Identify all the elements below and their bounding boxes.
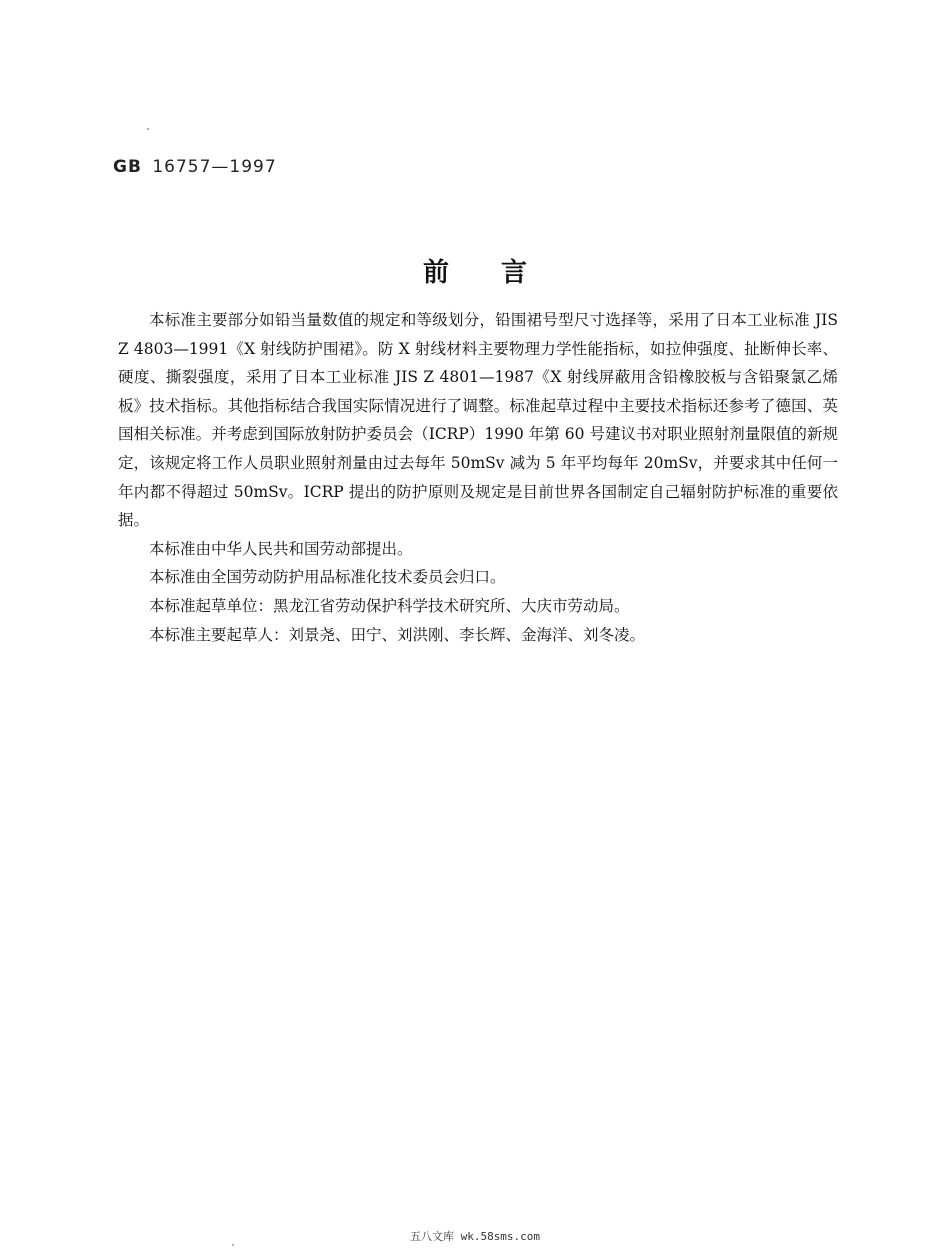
paragraph-proposer: 本标准由中华人民共和国劳动部提出。: [149, 539, 413, 558]
section-title: 前言: [422, 258, 579, 288]
standard-prefix: GB: [113, 157, 142, 177]
standard-number: [113, 157, 277, 177]
paragraph-drafting-units: 本标准起草单位：黑龙江省劳动保护科学技术研究所、大庆市劳动局。: [149, 596, 630, 615]
paragraph-drafters: 本标准主要起草人：刘景尧、田宁、刘洪刚、李长辉、金海洋、刘冬凌。: [149, 625, 646, 644]
scan-speck: [232, 1244, 234, 1246]
paragraph-administration: 本标准由全国劳动防护用品标准化技术委员会归口。: [149, 568, 506, 587]
standard-code: 16757—1997: [152, 157, 277, 177]
paragraph-intro: 本标准主要部分如铅当量数值的规定和等级划分，铅围裙号型尺寸选择等，采用了日本工业标准 JIS Z 4803—1991《X 射线防护围裙》。防 X 射线材料主要物理力学性能指标，如拉伸强度、扯断伸长率、硬度、撕裂强度，采用了日本工业标准 JIS Z 4801—1987《X 射线屏蔽用含铅橡胶板与含铅聚氯乙烯板》技术指标。其他指标结合我国实际情况进行了调整。标准起草过程中主要技术指标还参考了德国、英国相关标准。并考虑到国际放射防护委员会（ICRP）1990 年第 60 号建议书对职业照射剂量限值的新规定，该规定将工作人员职业照射剂量由过去每年 50mSv 减为 5 年平均每年 20mSv，并要求其中任何一年内都不得超过 50mSv。ICRP 提出的防护原则及规定是目前世界各国制定自己辐射防护标准的重要依据。: [118, 311, 838, 530]
scan-speck: [147, 128, 149, 130]
footer-watermark: 五八文库 wk.58sms.com: [409, 1230, 541, 1243]
document-body: [118, 306, 838, 649]
